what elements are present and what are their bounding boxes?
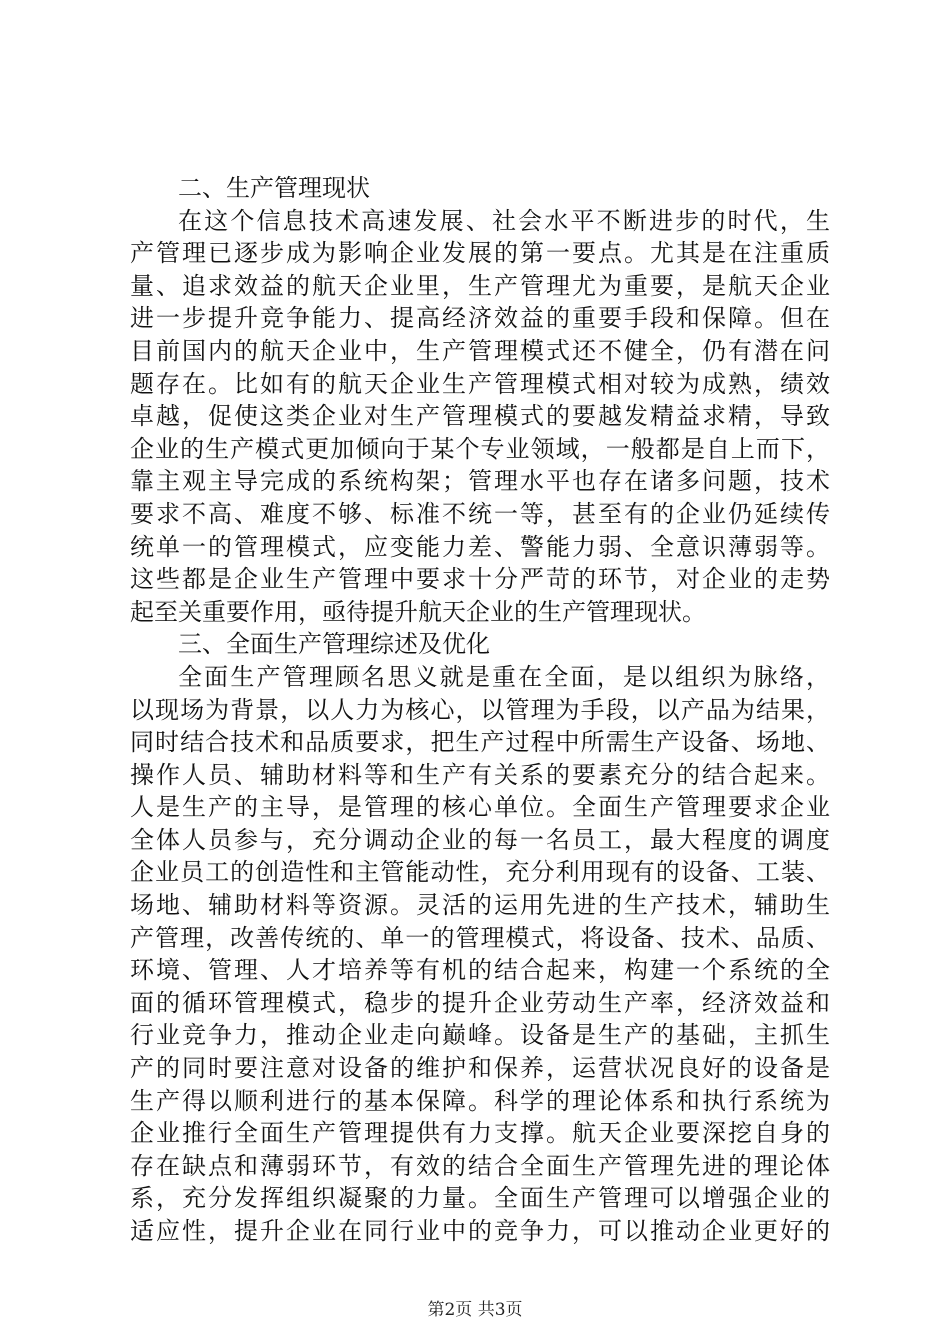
paragraph-line: 存在缺点和薄弱环节，有效的结合全面生产管理先进的理论体 [130, 1151, 830, 1180]
paragraph-line: 量、追求效益的航天企业里，生产管理尤为重要，是航天企业 [130, 271, 830, 300]
paragraph-line: 统单一的管理模式，应变能力差、警能力弱、全意识薄弱等。 [130, 532, 830, 561]
paragraph-line: 卓越，促使这类企业对生产管理模式的要越发精益求精，导致 [130, 402, 830, 431]
paragraph-line: 在这个信息技术高速发展、社会水平不断进步的时代，生 [178, 206, 830, 235]
paragraph-line: 同时结合技术和品质要求，把生产过程中所需生产设备、场地、 [130, 728, 830, 757]
paragraph-line: 适应性，提升企业在同行业中的竞争力，可以推动企业更好的 [130, 1217, 830, 1245]
paragraph-line: 这些都是企业生产管理中要求十分严苛的环节，对企业的走势 [130, 565, 830, 594]
paragraph-line: 产管理，改善传统的、单一的管理模式，将设备、技术、品质、 [130, 923, 830, 952]
paragraph-line: 行业竞争力，推动企业走向巅峰。设备是生产的基础，主抓生 [130, 1021, 830, 1050]
paragraph-line: 进一步提升竞争能力、提高经济效益的重要手段和保障。但在 [130, 304, 830, 333]
paragraph-line: 起至关重要作用，亟待提升航天企业的生产管理现状。 [130, 597, 706, 626]
paragraph-line: 生产得以顺利进行的基本保障。科学的理论体系和执行系统为 [130, 1086, 830, 1115]
paragraph-line: 产管理已逐步成为影响企业发展的第一要点。尤其是在注重质 [130, 239, 830, 268]
section-heading: 二、生产管理现状 [178, 174, 370, 202]
section-heading: 三、全面生产管理综述及优化 [178, 630, 490, 659]
paragraph-line: 靠主观主导完成的系统构架；管理水平也存在诸多问题，技术 [130, 467, 830, 496]
paragraph-line: 环境、管理、人才培养等有机的结合起来，构建一个系统的全 [130, 956, 830, 985]
paragraph-line: 目前国内的航天企业中，生产管理模式还不健全，仍有潜在问 [130, 336, 830, 365]
paragraph-line: 操作人员、辅助材料等和生产有关系的要素充分的结合起来。 [130, 760, 830, 789]
page-number-footer: 第2页 共3页 [427, 1300, 523, 1320]
paragraph-line: 面的循环管理模式，稳步的提升企业劳动生产率，经济效益和 [130, 988, 830, 1017]
paragraph-line: 产的同时要注意对设备的维护和保养，运营状况良好的设备是 [130, 1054, 830, 1083]
paragraph-line: 企业员工的创造性和主管能动性，充分利用现有的设备、工装、 [130, 858, 830, 887]
paragraph-line: 全面生产管理顾名思义就是重在全面，是以组织为脉络， [178, 662, 830, 691]
paragraph-line: 场地、辅助材料等资源。灵活的运用先进的生产技术，辅助生 [130, 891, 830, 920]
paragraph-line: 企业推行全面生产管理提供有力支撑。航天企业要深挖自身的 [130, 1119, 830, 1148]
body-text [130, 172, 830, 1248]
paragraph-line: 系，充分发挥组织凝聚的力量。全面生产管理可以增强企业的 [130, 1184, 830, 1213]
paragraph-line: 企业的生产模式更加倾向于某个专业领域，一般都是自上而下， [130, 434, 830, 463]
paragraph-line: 全体人员参与，充分调动企业的每一名员工，最大程度的调度 [130, 825, 830, 854]
paragraph-line: 要求不高、难度不够、标准不统一等，甚至有的企业仍延续传 [130, 499, 830, 528]
paragraph-line: 以现场为背景，以人力为核心，以管理为手段，以产品为结果， [130, 695, 830, 724]
paragraph-line: 人是生产的主导，是管理的核心单位。全面生产管理要求企业 [130, 793, 830, 822]
paragraph-line: 题存在。比如有的航天企业生产管理模式相对较为成熟，绩效 [130, 369, 830, 398]
